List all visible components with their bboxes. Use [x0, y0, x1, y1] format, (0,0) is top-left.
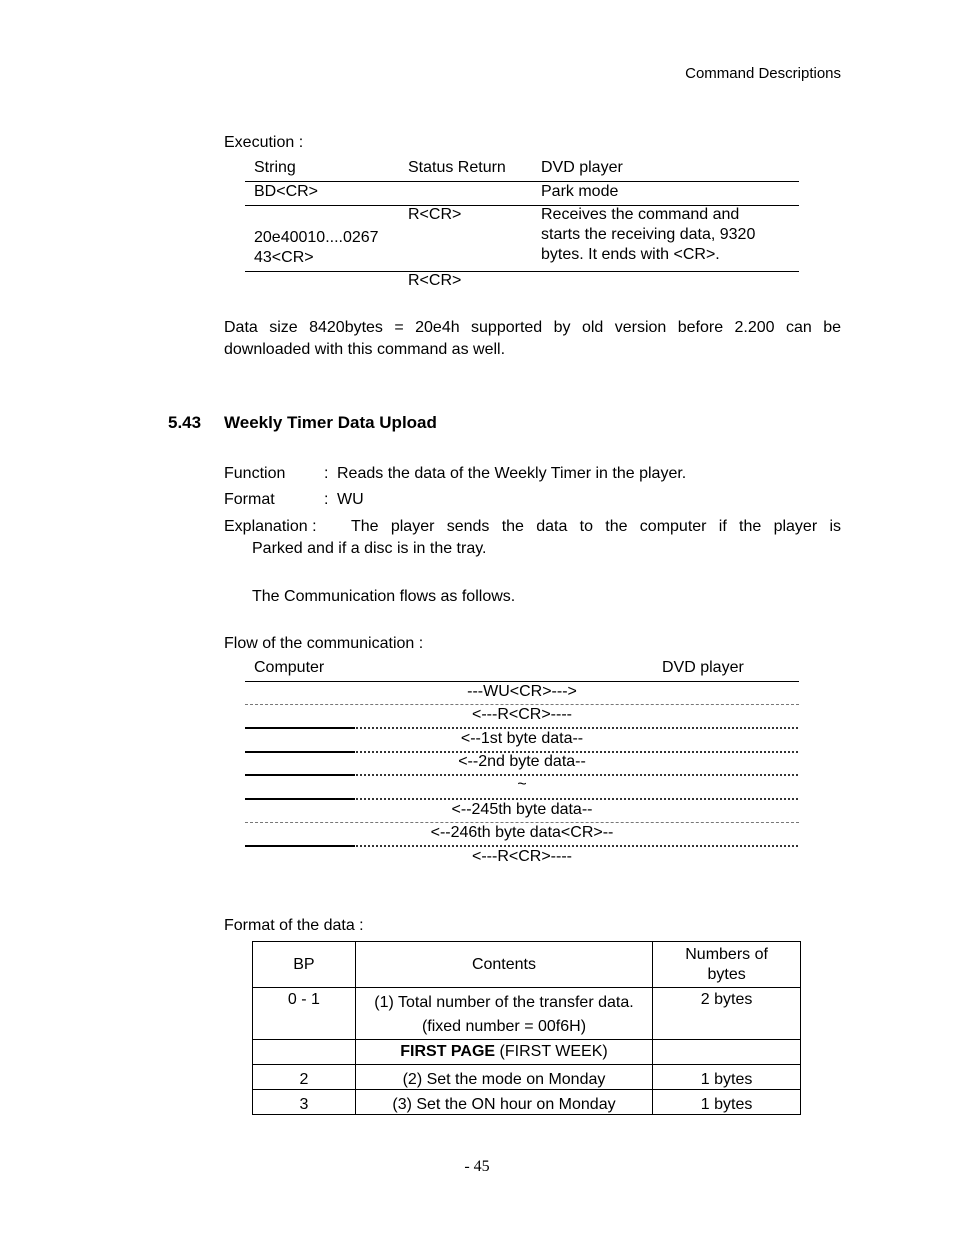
header-bytes-line2: bytes	[707, 965, 746, 983]
explanation-line1: The player sends the data to the computer if the player is	[351, 518, 841, 535]
header-bytes	[653, 942, 801, 988]
data-size-note	[224, 317, 841, 361]
cell-contents: (2) Set the mode on Monday	[355, 1065, 652, 1090]
row2-player-line3: bytes. It ends with <CR>.	[541, 246, 720, 263]
flow-row: ---WU<CR>--->	[467, 683, 577, 700]
flow-computer-label: Computer	[254, 659, 325, 676]
row2-string-line2: 43<CR>	[254, 249, 314, 266]
note-line2: downloaded with this command as well.	[224, 341, 506, 358]
table-row	[253, 1065, 801, 1090]
cell-contents	[355, 988, 652, 1040]
flow-row: <--246th byte data<CR>--	[430, 824, 614, 841]
header-bytes-line1: Numbers of	[685, 945, 768, 963]
flow-row: <--1st byte data--	[460, 730, 584, 747]
cell-bp: 0 - 1	[253, 988, 356, 1040]
function-text: Reads the data of the Weekly Timer in the player.	[337, 465, 687, 482]
table-header-row	[253, 942, 801, 988]
format-label: Format	[224, 491, 275, 508]
cell-bp: 3	[253, 1090, 356, 1115]
cell-bp	[253, 1040, 356, 1065]
flow-label: Flow of the communication :	[224, 635, 424, 652]
flow-row: ~	[517, 776, 527, 793]
table-rule	[245, 181, 799, 182]
colon: :	[324, 465, 329, 482]
table-rule	[245, 271, 799, 272]
format-text: WU	[337, 491, 364, 508]
flow-row: <---R<CR>----	[472, 706, 572, 723]
cell-contents-line1: (1) Total number of the transfer data.	[374, 994, 634, 1011]
table-row	[253, 1090, 801, 1115]
col-header-status: Status Return	[408, 159, 506, 176]
cell-bp: 2	[253, 1065, 356, 1090]
flow-row: <---R<CR>----	[472, 848, 572, 865]
cell-contents: (3) Set the ON hour on Monday	[355, 1090, 652, 1115]
note-line1: Data size 8420bytes = 20e4h supported by old version before 2.200 can be	[224, 319, 841, 336]
cell-bytes: 2 bytes	[653, 988, 801, 1040]
col-header-string: String	[254, 159, 296, 176]
cell-bytes: 1 bytes	[653, 1090, 801, 1115]
col-header-player: DVD player	[541, 159, 623, 176]
execution-label: Execution :	[224, 134, 304, 151]
flow-player-label: DVD player	[662, 659, 744, 676]
row2-string-line1: 20e40010....0267	[254, 229, 379, 246]
header-bp: BP	[253, 942, 356, 988]
table-row	[253, 988, 801, 1040]
row2-player-line1: Receives the command and	[541, 206, 740, 223]
row2-status: R<CR>	[408, 206, 462, 223]
row3-status: R<CR>	[408, 272, 462, 289]
cell-bytes: 1 bytes	[653, 1065, 801, 1090]
page-number: - 45	[464, 1158, 490, 1175]
format-table-label: Format of the data :	[224, 917, 364, 934]
flow-row: <--245th byte data--	[451, 801, 593, 818]
colon: :	[324, 491, 329, 508]
first-page-bold: FIRST PAGE	[400, 1043, 496, 1060]
header-contents: Contents	[355, 942, 652, 988]
cell-bytes	[653, 1040, 801, 1065]
format-table	[252, 941, 801, 1115]
function-label: Function	[224, 465, 286, 482]
section-title: Weekly Timer Data Upload	[224, 413, 437, 432]
cell-contents-line2: (fixed number = 00f6H)	[421, 1018, 587, 1035]
row2-player-line2: starts the receiving data, 9320	[541, 226, 756, 243]
explanation-line2: Parked and if a disc is in the tray.	[252, 540, 487, 557]
explanation-label: Explanation :	[224, 518, 317, 535]
running-header: Command Descriptions	[685, 65, 841, 82]
row1-player: Park mode	[541, 183, 619, 200]
cell-contents	[355, 1040, 652, 1065]
row1-string: BD<CR>	[254, 183, 319, 200]
first-page-rest: (FIRST WEEK)	[495, 1043, 608, 1060]
table-row	[253, 1040, 801, 1065]
flows-text: The Communication flows as follows.	[252, 588, 516, 605]
section-number: 5.43	[168, 413, 202, 432]
flow-row: <--2nd byte data--	[458, 753, 586, 770]
